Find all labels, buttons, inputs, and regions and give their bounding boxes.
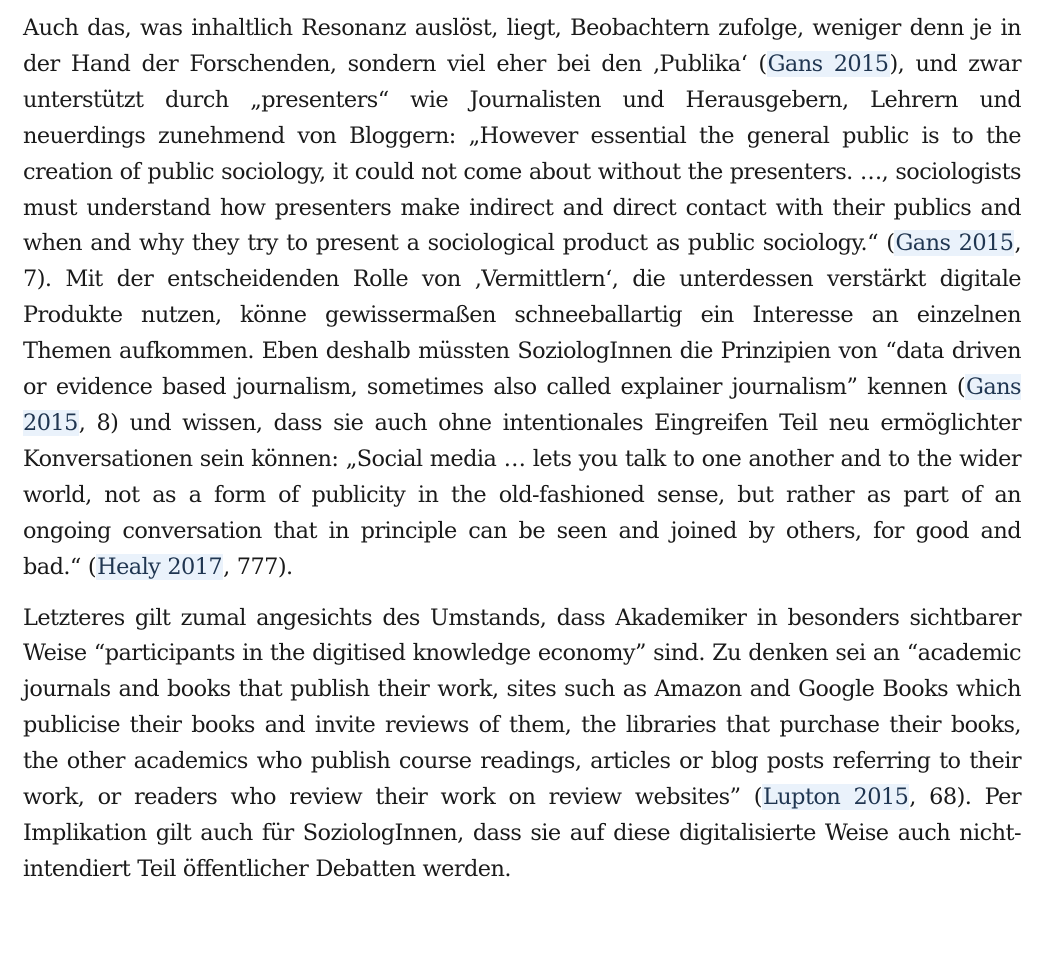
paragraph-1 (23, 11, 1021, 586)
paragraph-2 (23, 601, 1021, 888)
text-run: Letzteres gilt zumal angesichts des Umstands, dass Akademiker in besonders sichtbarer Weise “participants in the digitised knowledge economy” sind. Zu denken sei an “academic journals and books that publish their work, sites such as Amazon and Google Books which publicise their books and invite reviews of them, the libraries that purchase their books, the other academics who publish course readings, articles or blog posts referring to their work, or readers who review their work on review websites” ( (23, 604, 1021, 811)
text-run: , 68). Per Implikation gilt auch für SoziologInnen, dass sie auf diese digitalisierte Weise auch nicht-intendiert Teil öffentlicher Debatten werden. (23, 784, 1021, 882)
text-run: , 777). (223, 553, 293, 580)
citation-link-gans-2015[interactable]: Gans 2015 (767, 50, 889, 77)
text-run: ), und zwar unterstützt durch „presenters“ wie Journalisten und Herausgebern, Lehrern und neuerdings zunehmend von Bloggern: „However essential the general public is to the creation of public sociology, it could not come about without the presenters. …, sociologists must understand how presenters make indirect and direct contact with their publics and when and why they try to present a sociological product as public sociology.“ ( (23, 50, 1021, 257)
text-run: , 7). Mit der entscheidenden Rolle von ‚Vermittlern‘, die unterdessen verstärkt digitale Produkte nutzen, könne gewissermaßen schneeballartig ein Interesse an einzelnen Themen aufkommen. Eben deshalb müssten SoziologInnen die Prinzipien von “data driven or evidence based journalism, sometimes also called explainer journalism” kennen ( (23, 230, 1022, 401)
citation-link-gans-2015[interactable]: Gans 2015 (895, 230, 1014, 257)
citation-link-healy-2017[interactable]: Healy 2017 (97, 553, 223, 580)
text-run: Auch das, was inhaltlich Resonanz auslöst, liegt, Beobachtern zufolge, weniger denn je in der Hand der Forschenden, sondern viel eher bei den ‚Publika‘ ( (23, 15, 1021, 77)
document-body (23, 11, 1021, 888)
text-run: , 8) und wissen, dass sie auch ohne intentionales Eingreifen Teil neu ermöglichter Konversationen sein können: „Social media … lets you talk to one another and to the wider world, not as a form of publicity in the old-fashioned sense, but rather as part of an ongoing conversation that in principle can be seen and joined by others, for good and bad.“ ( (23, 409, 1021, 580)
citation-link-lupton-2015[interactable]: Lupton 2015 (762, 784, 909, 811)
citation-link-gans-2015[interactable]: Gans 2015 (23, 374, 1021, 436)
